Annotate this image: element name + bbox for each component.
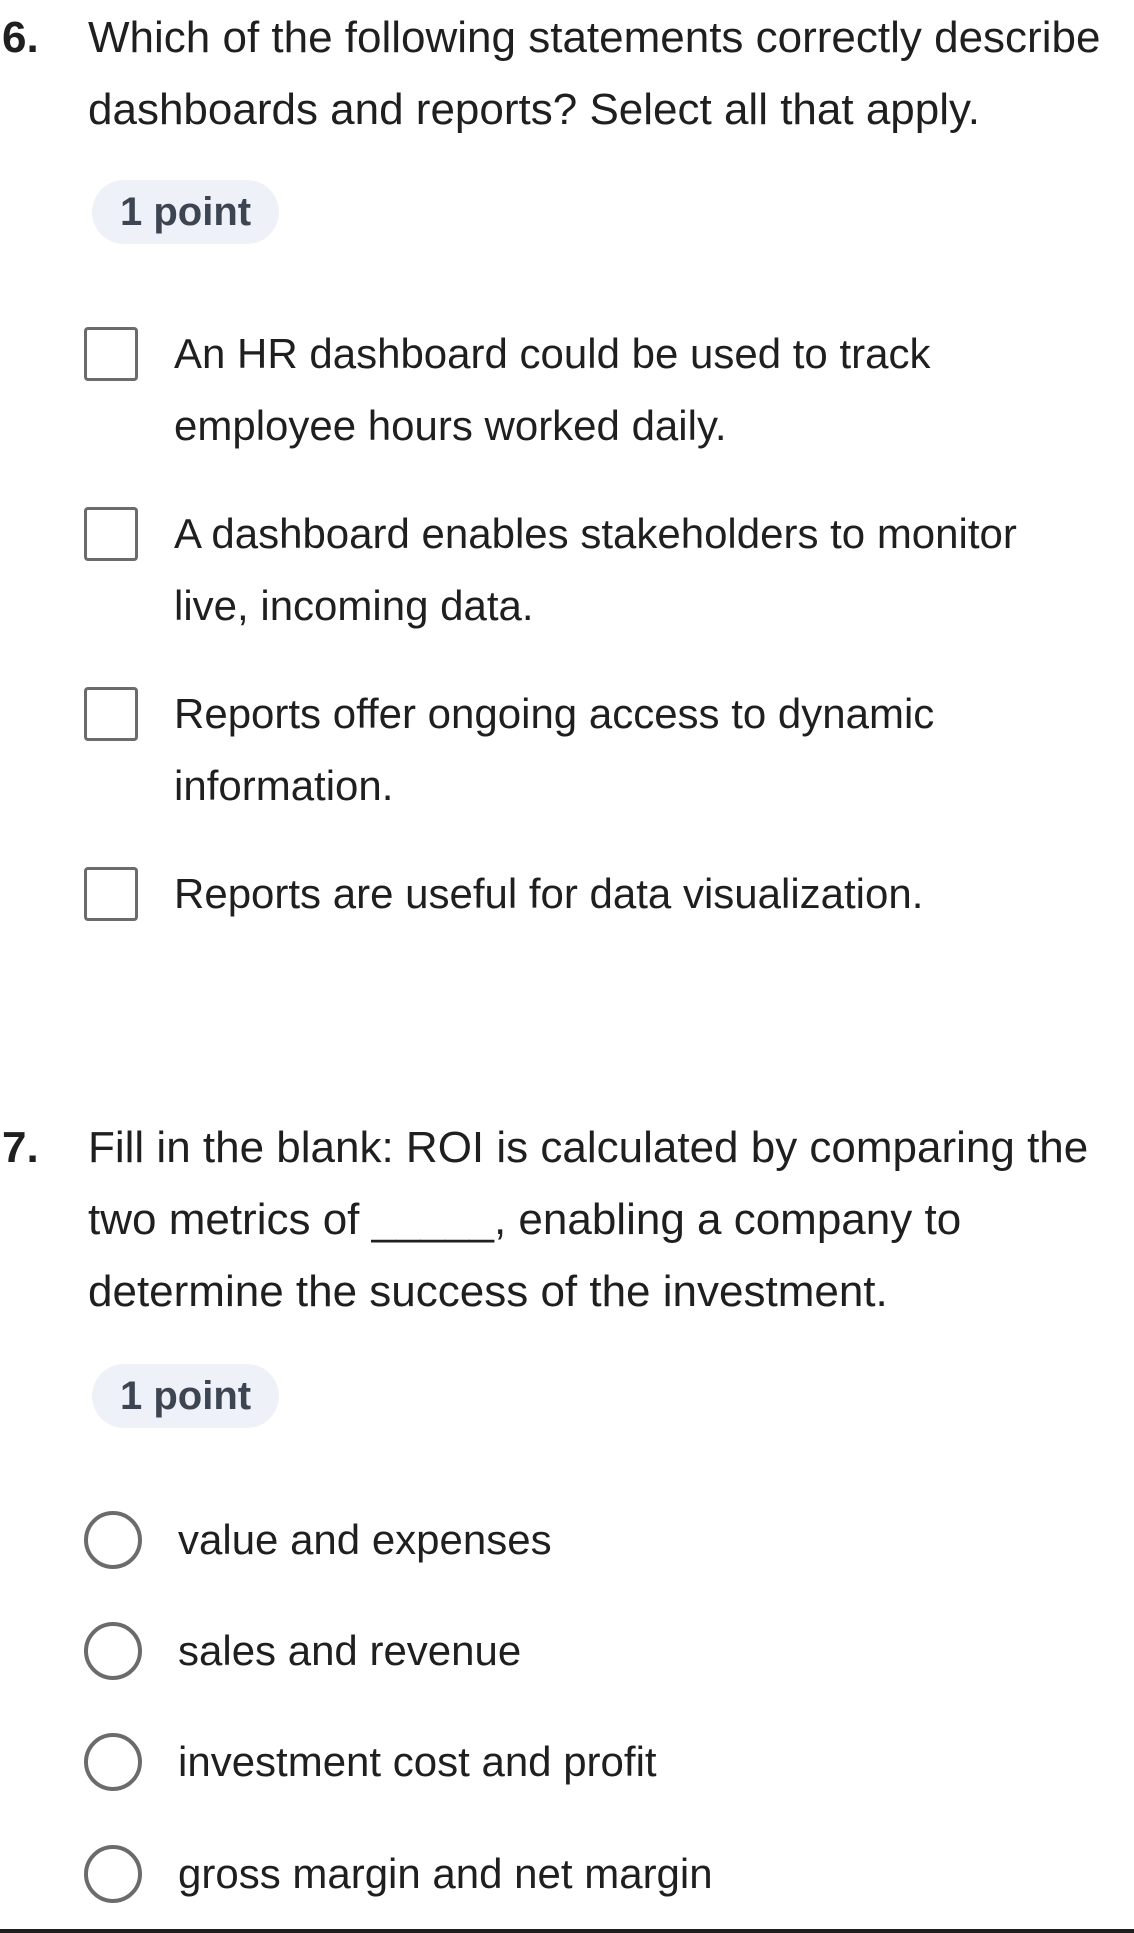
question-6-option-3[interactable]	[84, 678, 1114, 822]
checkbox[interactable]	[84, 327, 138, 381]
question-7-text-line-2: two metrics of _____, enabling a company to	[88, 1195, 962, 1244]
question-7-option-1[interactable]	[84, 1504, 1114, 1576]
option-label-line-1: Reports offer ongoing access to dynamic	[174, 690, 935, 737]
option-label	[174, 498, 1017, 642]
question-6-text	[88, 2, 1128, 146]
question-6-text-line-2: dashboards and reports? Select all that apply.	[88, 85, 980, 134]
option-label-line-2: employee hours worked daily.	[174, 402, 727, 449]
bottom-divider	[0, 1929, 1134, 1933]
radio-button[interactable]	[84, 1511, 142, 1569]
option-label	[174, 318, 930, 462]
radio-button[interactable]	[84, 1845, 142, 1903]
question-6-points-badge: 1 point	[92, 180, 279, 244]
radio-button[interactable]	[84, 1733, 142, 1791]
question-7-option-4[interactable]	[84, 1838, 1114, 1910]
option-label: investment cost and profit	[178, 1738, 657, 1785]
option-label-line-2: live, incoming data.	[174, 582, 534, 629]
radio-button[interactable]	[84, 1622, 142, 1680]
option-label-line-1: A dashboard enables stakeholders to monitor	[174, 510, 1017, 557]
option-label: sales and revenue	[178, 1627, 522, 1674]
question-7-option-2[interactable]	[84, 1615, 1114, 1687]
question-6-option-1[interactable]	[84, 318, 1114, 462]
question-7-text-line-3: determine the success of the investment.	[88, 1267, 888, 1316]
question-7-title	[0, 1112, 1134, 1328]
option-label	[174, 678, 934, 822]
question-7-number: 7.	[2, 1123, 39, 1172]
checkbox[interactable]	[84, 687, 138, 741]
question-7-option-3[interactable]	[84, 1726, 1114, 1798]
question-7-points-badge: 1 point	[92, 1364, 279, 1428]
option-label	[174, 858, 923, 930]
question-6-option-4[interactable]	[84, 858, 1114, 930]
question-6-title	[0, 2, 1134, 146]
question-6-number: 6.	[2, 13, 39, 62]
option-label: value and expenses	[178, 1516, 552, 1563]
question-6-text-line-1: Which of the following statements correctly describe	[88, 13, 1101, 62]
option-label: gross margin and net margin	[178, 1850, 713, 1897]
option-label-line-1: Reports are useful for data visualization.	[174, 870, 924, 917]
option-label-line-2: information.	[174, 762, 394, 809]
checkbox[interactable]	[84, 867, 138, 921]
question-6-option-2[interactable]	[84, 498, 1114, 642]
question-7-text-line-1: Fill in the blank: ROI is calculated by comparing the	[88, 1123, 1089, 1172]
checkbox[interactable]	[84, 507, 138, 561]
option-label-line-1: An HR dashboard could be used to track	[174, 330, 931, 377]
question-7-text	[88, 1112, 1128, 1328]
